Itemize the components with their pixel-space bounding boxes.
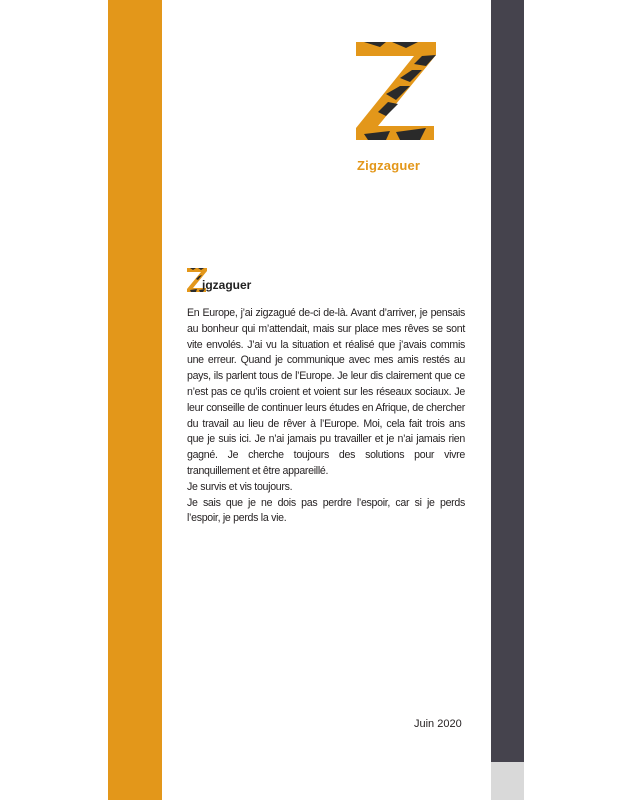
body-text — [187, 306, 465, 527]
section-heading — [187, 268, 387, 292]
zigzag-z-logo-icon — [356, 42, 436, 140]
right-band-footer-strip — [491, 762, 524, 800]
body-paragraph: Je sais que je ne dois pas perdre l’espoir, car si je perds l’espoir, je perds la vie. — [187, 496, 465, 525]
body-paragraph: Je survis et vis toujours. — [187, 480, 293, 493]
right-dark-band — [491, 0, 524, 762]
left-accent-band — [108, 0, 162, 800]
publication-date: Juin 2020 — [414, 718, 462, 730]
logo-caption: Zigzaguer — [357, 158, 421, 173]
body-paragraph: En Europe, j’ai zigzagué de-ci de-là. Avant d’arriver, je pensais au bonheur qui m’attendait, mais sur place mes rêves se sont vite envolés. J’ai vu la situation et réalisé que j’avais commis une erreur. Quand je communique avec mes amis restés au pays, ils parlent tous de l’Europe. Je leur dis clairement que ce n’est pas ce qu’ils croient et voient sur les réseaux sociaux. Je leur conseille de continuer leurs études en Afrique, de chercher du travail au lieu de rêver à l’Europe. Moi, cela fait trois ans que je suis ici. Je n’ai jamais pu travailler et je n’ai jamais rien gagné. Je cherche toujours des solutions pour vivre tranquillement et être appareillé. — [187, 307, 465, 477]
section-title: igzaguer — [202, 278, 252, 292]
